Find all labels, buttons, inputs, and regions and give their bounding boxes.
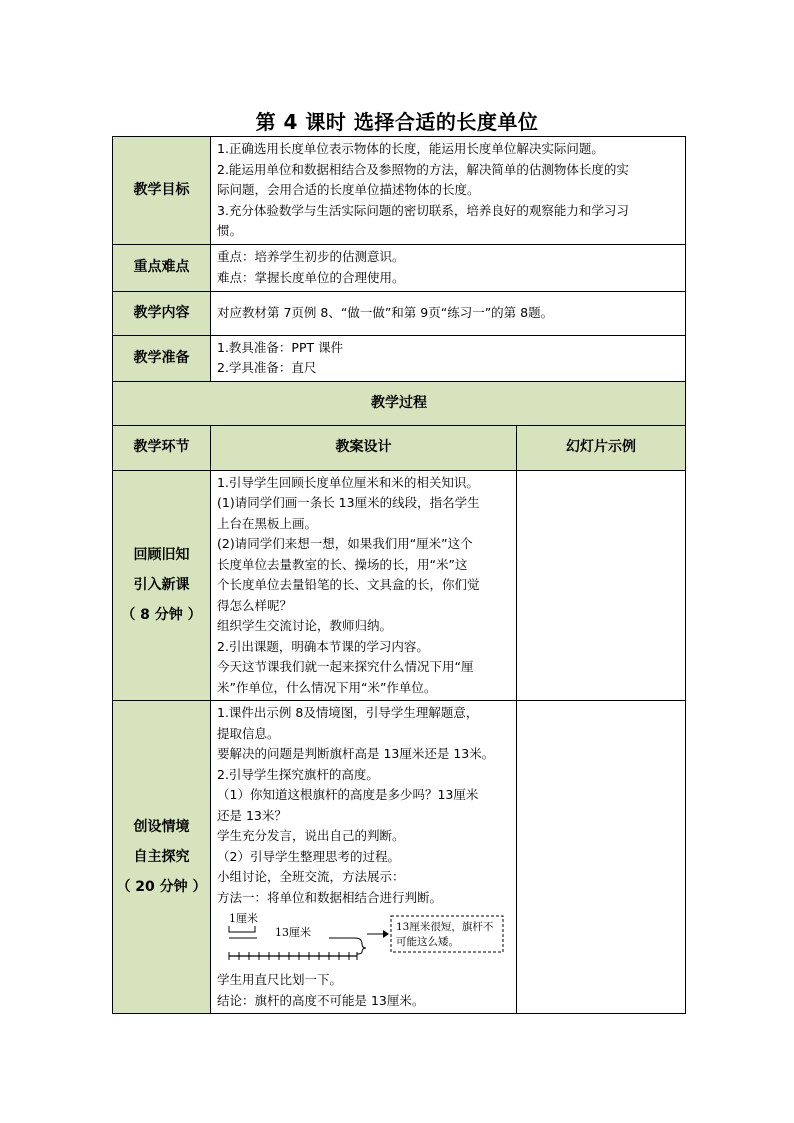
stage2-label: 创设情境 自主探究 （ 20 分钟 ） — [113, 701, 211, 1014]
objectives-text: 1.正确选用长度单位表示物体的长度，能运用长度单位解决实际问题。 2.能运用单位和数据相结合及参照物的方法，解决简单的估测物体长度的实 际问题，会用合适的长度单位描述物体的长度。 3.充分体验数学与生活实际问题的密切联系，培养良好的观察能力和学习习 惯。 — [211, 137, 686, 245]
stage1-label: 回顾旧知 引入新课 （ 8 分钟 ） — [113, 470, 211, 701]
objectives-row — [113, 137, 686, 245]
preparation-label: 教学准备 — [113, 335, 211, 381]
stage1-design: 1.引导学生回顾长度单位厘米和米的相关知识。 (1)请同学们画一条长 13厘米的线段，指名学生 上台在黑板上画。 (2)请同学们来想一想，如果我们用“厘米”这个 长度单位去量教室的长、操场的长，用“米”这 个长度单位去量铅笔的长、文具盒的长，你们觉 得怎么样呢？ 组织学生交流讨论，教师归纳。 2.引出课题，明确本节课的学习内容。 今天这节课我们就一起来探究什么情况下用“厘 米”作单位，什么情况下用“米”作单位。 — [211, 470, 517, 701]
stage2-design: 1.课件出示例 8及情境图，引导学生理解题意， 提取信息。 要解决的问题是判断旗杆高是 13厘米还是 13米。 2.引导学生探究旗杆的高度。 （1）你知道这根旗杆的高度是多少吗？13厘米 还是 13米？ 学生充分发言，说出自己的判断。 （2）引导学生整理思考的过程。 小组讨论，全班交流，方法展示： 方法一：将单位和数据相结合进行判断。 1厘米 13厘米 13厘米很短，旗杆不 可能这么矮。 学生用直尺比划一下。 结论：旗杆的高度不可能是 13厘米。 — [211, 701, 517, 1014]
stage2-slides — [517, 701, 686, 1014]
column-header-row — [113, 425, 686, 470]
key-points-text: 重点：培养学生初步的估测意识。 难点：掌握长度单位的合理使用。 — [211, 244, 686, 291]
content-label: 教学内容 — [113, 291, 211, 335]
key-points-row — [113, 244, 686, 291]
total-label: 13厘米 — [275, 926, 311, 939]
stage1-row — [113, 470, 686, 701]
process-header-row — [113, 381, 686, 425]
column-header-design: 教案设计 — [211, 425, 517, 470]
stage1-slides — [517, 470, 686, 701]
arrow-head — [383, 930, 389, 938]
preparation-row — [113, 335, 686, 381]
content-row — [113, 291, 686, 335]
unit-label: 1厘米 — [229, 912, 258, 925]
lesson-plan-table — [112, 136, 686, 1014]
column-header-stage: 教学环节 — [113, 425, 211, 470]
ruler-comparison-figure — [217, 910, 507, 968]
unit-bracket — [229, 926, 255, 932]
column-header-slides: 幻灯片示例 — [517, 425, 686, 470]
process-header: 教学过程 — [113, 381, 686, 425]
total-brace — [229, 938, 366, 954]
objectives-label: 教学目标 — [113, 137, 211, 245]
note-line-2: 可能这么矮。 — [396, 936, 459, 948]
stage2-row — [113, 701, 686, 1014]
note-line-1: 13厘米很短，旗杆不 — [396, 921, 494, 933]
page-title: 第 4 课时 选择合适的长度单位 — [255, 110, 539, 134]
key-points-label: 重点难点 — [113, 244, 211, 291]
preparation-text: 1.教具准备：PPT 课件 2.学具准备：直尺 — [211, 335, 686, 381]
content-text: 对应教材第 7页例 8、“做一做”和第 9页“练习一”的第 8题。 — [211, 291, 686, 335]
